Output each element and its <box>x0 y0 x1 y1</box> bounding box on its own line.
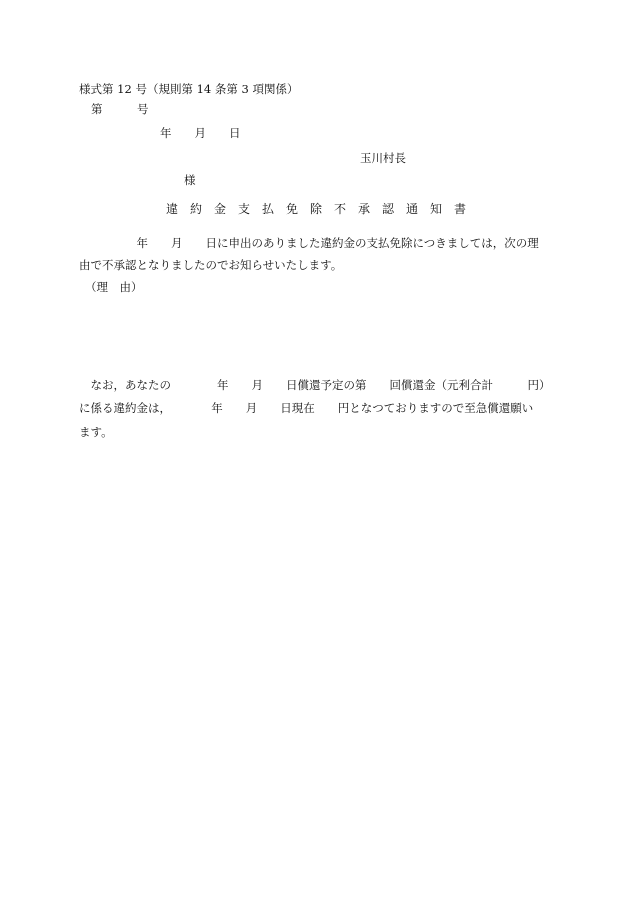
document-number: 第 号 <box>91 102 149 116</box>
addressee: 様 <box>184 173 196 187</box>
date-line: 年 月 日 <box>160 126 241 140</box>
sender-name: 玉川村長 <box>360 151 406 165</box>
note-paragraph-line-2: に係る違約金は， 年 月 日現在 円となつておりますので至急償還願い <box>79 401 534 415</box>
form-label: 様式第 12 号（規則第 14 条第 3 項関係） <box>79 82 299 96</box>
note-paragraph-line-1: なお，あなたの 年 月 日償還予定の第 回償還金（元利合計 円） <box>79 378 551 392</box>
body-paragraph-line-2: 由で不承認となりましたのでお知らせいたします。 <box>79 258 343 272</box>
reason-label: （理 由） <box>85 280 143 294</box>
document-title: 違 約 金 支 払 免 除 不 承 認 通 知 書 <box>166 202 467 216</box>
note-paragraph-line-3: ます。 <box>79 425 113 439</box>
body-paragraph-line-1: 年 月 日に申出のありました違約金の支払免除につきましては，次の理 <box>79 236 539 250</box>
